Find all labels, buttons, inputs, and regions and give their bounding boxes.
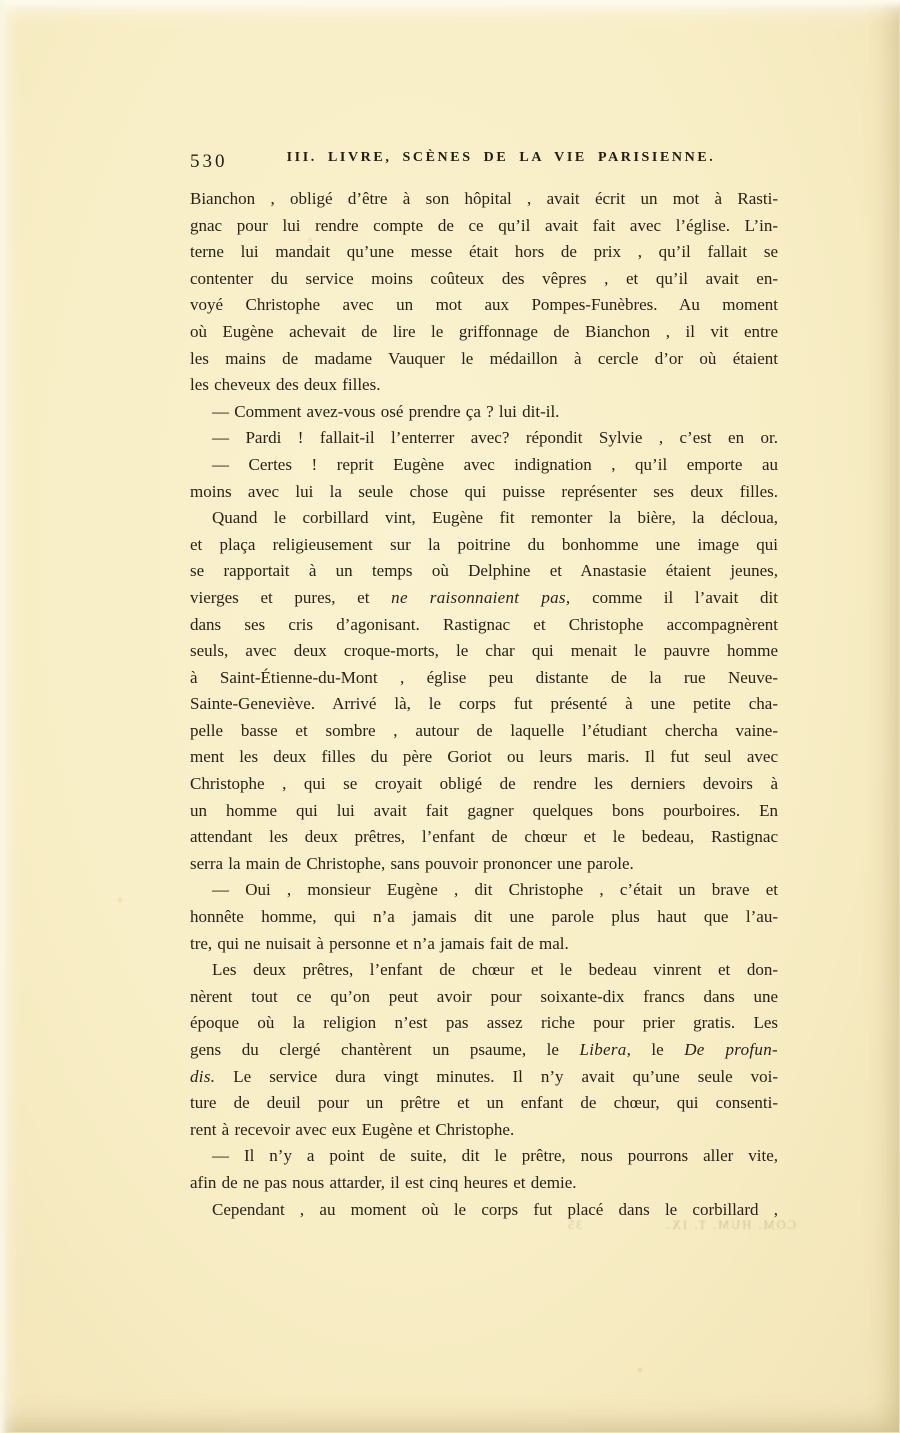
text-segment: ture de deuil pour un prêtre et un enfant de chœur, qui consenti- — [190, 1093, 778, 1113]
text-segment: nèrent tout ce qu’on peut avoir pour soixante-dix francs dans une — [190, 986, 778, 1006]
text-segment: — Certes ! reprit Eugène avec indignation , qu’il emporte au — [212, 454, 778, 474]
text-segment: gens du clergé chantèrent un psaume, le — [190, 1040, 580, 1059]
text-segment: à Saint-Étienne-du-Mont , église peu distante de la rue Neuve- — [190, 667, 778, 687]
text-segment: attendant les deux prêtres, l’enfant de chœur et le bedeau, Rastignac — [190, 827, 778, 847]
text-line — [190, 399, 778, 426]
text-line — [190, 931, 778, 958]
text-line — [190, 452, 778, 479]
text-segment: Bianchon , obligé d’être à son hôpital , avait écrit un mot à Rasti- — [190, 189, 778, 208]
text-line — [190, 612, 778, 639]
text-line — [190, 1170, 778, 1197]
italic-text-segment: De profun- — [684, 1040, 778, 1059]
text-segment: gnac pour lui rendre compte de ce qu’il avait fait avec l’église. L’in- — [190, 215, 778, 235]
text-line — [190, 691, 778, 718]
text-line — [190, 425, 778, 452]
text-line — [190, 1064, 778, 1091]
text-line — [190, 585, 778, 612]
text-segment: les cheveux des deux filles. — [190, 375, 381, 395]
text-line — [190, 1037, 778, 1064]
text-segment: un homme qui lui avait fait gagner quelques bons pourboires. En — [190, 800, 778, 820]
text-segment: seuls, avec deux croque-morts, le char qui menait le pauvre homme — [190, 641, 778, 661]
show-through-signature: COM. HUM. T. IX. — [664, 1218, 796, 1232]
text-line — [190, 1090, 778, 1117]
text-line — [190, 877, 778, 904]
show-through-number: 35 — [566, 1218, 583, 1232]
text-segment: contenter du service moins coûteux des vêpres , et qu’il avait en- — [190, 268, 778, 288]
text-segment: ment les deux filles du père Goriot ou leurs maris. Il fut seul avec — [190, 747, 778, 767]
text-line — [190, 186, 778, 213]
text-segment: pelle basse et sombre , autour de laquelle l’étudiant chercha vaine- — [190, 720, 778, 740]
text-segment: Les deux prêtres, l’enfant de chœur et le bedeau vinrent et don- — [212, 960, 778, 980]
text-line — [190, 479, 778, 506]
text-segment: vierges et pures, et — [190, 587, 392, 607]
text-segment: dans ses cris d’agonisant. Rastignac et Christophe accompagnèrent — [190, 614, 778, 634]
text-line — [190, 984, 778, 1011]
running-header: III. LIVRE, SCÈNES DE LA VIE PARISIENNE. — [286, 150, 716, 165]
page-body-text — [190, 186, 778, 1223]
text-line — [190, 346, 778, 373]
text-segment: époque où la religion n’est pas assez riche pour prier gratis. Les — [190, 1013, 778, 1033]
italic-text-segment: ne raisonnaient pas, — [391, 587, 571, 607]
text-line — [190, 213, 778, 240]
text-segment: et plaça religieusement sur la poitrine du bonhomme une image qui — [190, 534, 778, 554]
text-line — [190, 532, 778, 559]
text-line — [190, 957, 778, 984]
text-segment: Christophe , qui se croyait obligé de rendre les derniers devoirs à — [190, 774, 778, 794]
text-segment: où Eugène achevait de lire le griffonnage de Bianchon , il vit entre — [190, 321, 778, 341]
italic-text-segment: dis. — [190, 1066, 216, 1086]
text-segment: les mains de madame Vauquer le médaillon à cercle d’or où étaient — [190, 348, 778, 368]
text-line — [190, 372, 778, 399]
text-line — [190, 744, 778, 771]
text-line — [190, 665, 778, 692]
text-line — [190, 505, 778, 532]
text-segment: Le service dura vingt minutes. Il n’y avait qu’une seule voi- — [215, 1066, 778, 1086]
text-line — [190, 638, 778, 665]
italic-text-segment: Libera — [579, 1040, 627, 1059]
text-segment: comme il l’avait dit — [570, 587, 778, 607]
page-number: 530 — [190, 151, 228, 172]
text-segment: Cependant , au moment où le corps fut placé dans le corbillard , — [212, 1199, 778, 1219]
text-line — [190, 292, 778, 319]
text-line — [190, 824, 778, 851]
text-segment: rent à recevoir avec eux Eugène et Christophe. — [190, 1119, 515, 1139]
text-segment: se rapportait à un temps où Delphine et Anastasie étaient jeunes, — [190, 561, 778, 581]
text-line — [190, 904, 778, 931]
text-line — [190, 851, 778, 878]
text-segment: , le — [626, 1040, 685, 1059]
page-header — [190, 150, 778, 174]
text-line — [190, 239, 778, 266]
text-segment: — Oui , monsieur Eugène , dit Christophe , c’était un brave et — [212, 880, 778, 900]
text-line — [190, 1117, 778, 1144]
text-segment: — Comment avez-vous osé prendre ça ? lui dit-il. — [212, 401, 560, 421]
text-line — [190, 319, 778, 346]
text-segment: — Pardi ! fallait-il l’enterrer avec? répondit Sylvie , c’est en or. — [212, 428, 778, 448]
text-segment: serra la main de Christophe, sans pouvoir prononcer une parole. — [190, 853, 634, 873]
text-line — [190, 798, 778, 825]
text-segment: voyé Christophe avec un mot aux Pompes-Funèbres. Au moment — [190, 295, 778, 315]
text-segment: — Il n’y a point de suite, dit le prêtre, nous pourrons aller vite, — [212, 1146, 778, 1166]
text-line — [190, 558, 778, 585]
text-segment: terne lui mandait qu’une messe était hors de prix , qu’il fallait se — [190, 242, 778, 262]
show-through-text — [566, 1218, 796, 1233]
text-line — [190, 266, 778, 293]
text-line — [190, 1143, 778, 1170]
text-line — [190, 771, 778, 798]
text-segment: tre, qui ne nuisait à personne et n’a jamais fait de mal. — [190, 933, 569, 953]
text-segment: afin de ne pas nous attarder, il est cinq heures et demie. — [190, 1172, 577, 1192]
text-segment: moins avec lui la seule chose qui puisse représenter ses deux filles. — [190, 481, 778, 501]
text-segment: Sainte-Geneviève. Arrivé là, le corps fut présenté à une petite cha- — [190, 694, 778, 714]
text-segment: Quand le corbillard vint, Eugène fit remonter la bière, la décloua, — [212, 508, 778, 528]
text-line — [190, 1010, 778, 1037]
text-segment: honnête homme, qui n’a jamais dit une parole plus haut que l’au- — [190, 907, 778, 927]
text-line — [190, 718, 778, 745]
